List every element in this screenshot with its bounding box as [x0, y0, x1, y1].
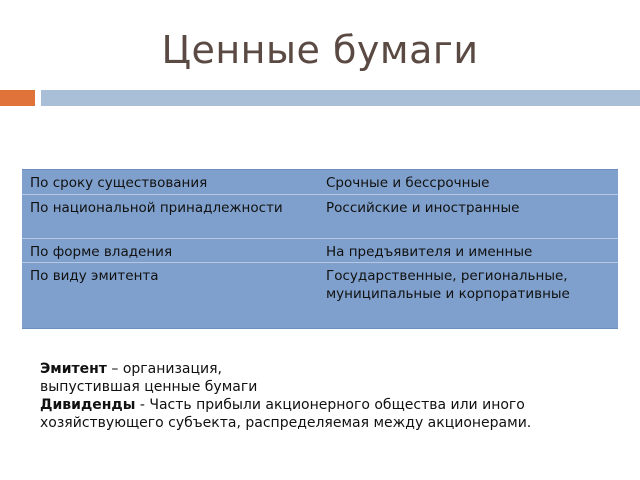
types-cell: Государственные, региональные, муниципальные и корпоративные [326, 268, 570, 302]
criterion-cell: По национальной принадлежности [30, 200, 283, 216]
table-row [22, 262, 618, 329]
definitions-block [40, 360, 620, 432]
dividends-term: Дивиденды [40, 397, 136, 413]
criterion-cell: По форме владения [30, 244, 173, 260]
dividends-text: - Часть прибыли акционерного общества или иного хозяйствующего субъекта, распределяемая между акционерами. [40, 397, 532, 431]
emitent-term: Эмитент [40, 361, 107, 377]
slide-title: Ценные бумаги [161, 28, 479, 72]
classification-table [22, 169, 618, 329]
emitent-text: – организация, выпустившая ценные бумаги [40, 361, 258, 395]
emitent-definition [40, 360, 270, 396]
decorative-blue-bar [41, 90, 640, 106]
dividends-definition [40, 396, 620, 432]
table-row [22, 170, 618, 194]
criterion-cell: По сроку существования [30, 175, 208, 191]
types-cell: На предъявителя и именные [326, 244, 533, 260]
table-row [22, 194, 618, 239]
types-cell: Срочные и бессрочные [326, 175, 490, 191]
types-cell: Российские и иностранные [326, 200, 520, 216]
table-row [22, 238, 618, 263]
decorative-orange-bar [0, 90, 35, 106]
criterion-cell: По виду эмитента [30, 268, 159, 284]
